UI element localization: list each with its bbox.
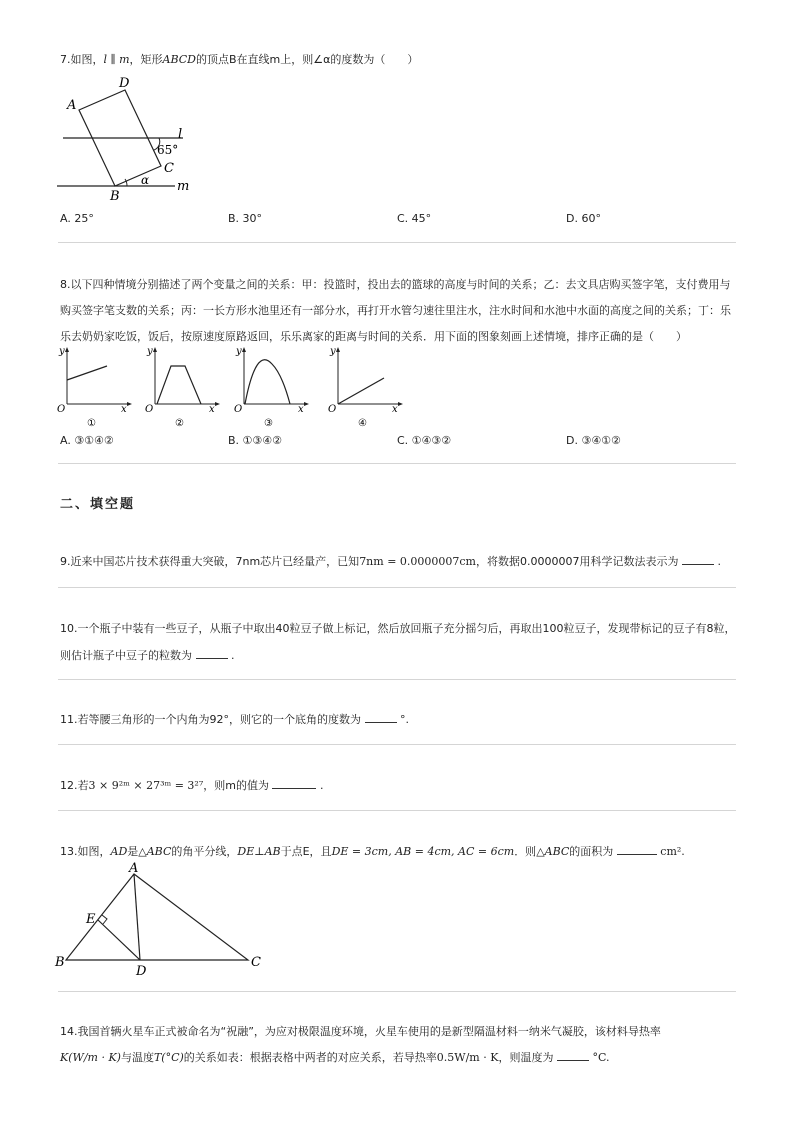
label-m: m bbox=[177, 179, 190, 194]
q8-option-d[interactable]: D. ③④①② bbox=[566, 434, 621, 447]
q7-figure bbox=[55, 72, 205, 207]
q7-option-b[interactable]: B. 30° bbox=[228, 212, 263, 225]
answer-blank[interactable] bbox=[196, 648, 228, 659]
q9-stem: 9.近来中国芯片技术获得重大突破，7nm芯片已经量产，已知7nm = 0.0000007cm，将数据0.0000007用科学记数法表示为 . bbox=[60, 555, 721, 568]
divider bbox=[58, 587, 736, 588]
label-E: E bbox=[86, 912, 96, 927]
label-alpha: α bbox=[141, 173, 150, 187]
graph-4-curve bbox=[338, 378, 384, 404]
answer-blank[interactable] bbox=[557, 1050, 589, 1061]
label-A: A bbox=[129, 862, 139, 876]
label-65: 65° bbox=[157, 143, 179, 157]
svg-text:x: x bbox=[298, 404, 304, 415]
segment-ad bbox=[134, 874, 140, 960]
divider bbox=[58, 463, 736, 464]
q14-line-1: 14.我国首辆火星车正式被命名为“祝融”，为应对极限温度环境，火星车使用的是新型隔温材料一纳米气凝胶，该材料导热率 bbox=[60, 1025, 661, 1038]
divider bbox=[58, 991, 736, 992]
divider bbox=[58, 744, 736, 745]
label-A: A bbox=[67, 98, 77, 113]
divider bbox=[58, 679, 736, 680]
graph-2-label: ② bbox=[175, 418, 184, 429]
q8-option-a[interactable]: A. ③①④② bbox=[60, 434, 114, 447]
svg-text:y: y bbox=[147, 346, 153, 357]
svg-text:O: O bbox=[145, 404, 154, 415]
graph-2-curve bbox=[157, 366, 201, 404]
q8-graph-4 bbox=[326, 344, 406, 430]
q8-graph-1 bbox=[55, 344, 135, 430]
q8-line-3: 乐去奶奶家吃饭，饭后，按原速度原路返回，乐乐离家的距离与时间的关系．用下面的图象刻画上述情境，排序正确的是（ ） bbox=[60, 330, 687, 343]
q12-stem: 12.若3 × 9²ᵐ × 27³ᵐ = 3²⁷，则m的值为 . bbox=[60, 779, 324, 792]
divider bbox=[58, 242, 736, 243]
svg-text:y: y bbox=[236, 346, 242, 357]
graph-1-curve bbox=[67, 366, 107, 380]
q8-option-c[interactable]: C. ①④③② bbox=[397, 434, 452, 447]
label-B: B bbox=[55, 955, 65, 970]
answer-blank[interactable] bbox=[365, 712, 397, 723]
answer-blank[interactable] bbox=[617, 844, 657, 855]
q8-option-b[interactable]: B. ①③④② bbox=[228, 434, 282, 447]
q8-line-1: 8.以下四种情境分别描述了两个变量之间的关系：甲：投篮时，投出去的篮球的高度与时间的关系；乙：去文具店购买签字笔，支付费用与 bbox=[60, 278, 731, 291]
divider bbox=[58, 810, 736, 811]
label-C: C bbox=[164, 161, 174, 176]
svg-text:x: x bbox=[121, 404, 127, 415]
q8-line-2: 购买签字笔支数的关系；丙：一长方形水池里还有一部分水，再打开水管匀速往里注水，注水时间和水池中水面的高度之间的关系；丁：乐 bbox=[60, 304, 731, 317]
q13-stem: 13.如图，AD是△ABC的角平分线，DE⊥AB于点E，且DE = 3cm, AB = 4cm, AC = 6cm．则△ABC的面积为 cm². bbox=[60, 845, 685, 858]
svg-text:x: x bbox=[209, 404, 215, 415]
graph-3-curve bbox=[245, 360, 290, 404]
q13-figure bbox=[52, 862, 272, 977]
label-C: C bbox=[251, 955, 261, 970]
q10-line-1: 10.一个瓶子中装有一些豆子，从瓶子中取出40粒豆子做上标记，然后放回瓶子充分摇匀后，再取出100粒豆子，发现带标记的豆子有8粒， bbox=[60, 622, 736, 635]
q14-line-2: K(W/m · K)与温度T(°C)的关系如表：根据表格中两者的对应关系，若导热率0.5W/m · K，则温度为 °C. bbox=[60, 1051, 610, 1064]
graph-3-label: ③ bbox=[264, 418, 273, 429]
q8-graph-3 bbox=[232, 344, 312, 430]
graph-1-label: ① bbox=[87, 418, 96, 429]
svg-text:x: x bbox=[392, 404, 398, 415]
q7-stem: 7.如图，l ∥ m，矩形ABCD的顶点B在直线m上，则∠α的度数为（ ） bbox=[60, 53, 419, 66]
answer-blank[interactable] bbox=[272, 778, 316, 789]
label-B: B bbox=[110, 189, 120, 204]
svg-text:O: O bbox=[57, 404, 66, 415]
q7-option-c[interactable]: C. 45° bbox=[397, 212, 432, 225]
answer-blank[interactable] bbox=[682, 554, 714, 565]
svg-text:y: y bbox=[59, 346, 65, 357]
q7-option-d[interactable]: D. 60° bbox=[566, 212, 601, 225]
svg-text:O: O bbox=[328, 404, 337, 415]
graph-4-label: ④ bbox=[358, 418, 367, 429]
q10-line-2: 则估计瓶子中豆子的粒数为 . bbox=[60, 649, 235, 662]
q8-graph-2 bbox=[143, 344, 223, 430]
svg-text:y: y bbox=[330, 346, 336, 357]
segment-de bbox=[98, 920, 140, 960]
q7-option-a[interactable]: A. 25° bbox=[60, 212, 94, 225]
svg-text:O: O bbox=[234, 404, 243, 415]
section-title: 二、填空题 bbox=[60, 497, 136, 512]
right-angle-mark bbox=[102, 915, 107, 924]
q11-stem: 11.若等腰三角形的一个内角为92°，则它的一个底角的度数为 °. bbox=[60, 713, 409, 726]
label-D: D bbox=[136, 964, 147, 977]
label-l: l bbox=[178, 127, 183, 142]
angle-alpha-arc bbox=[125, 179, 127, 186]
label-D: D bbox=[119, 76, 130, 91]
